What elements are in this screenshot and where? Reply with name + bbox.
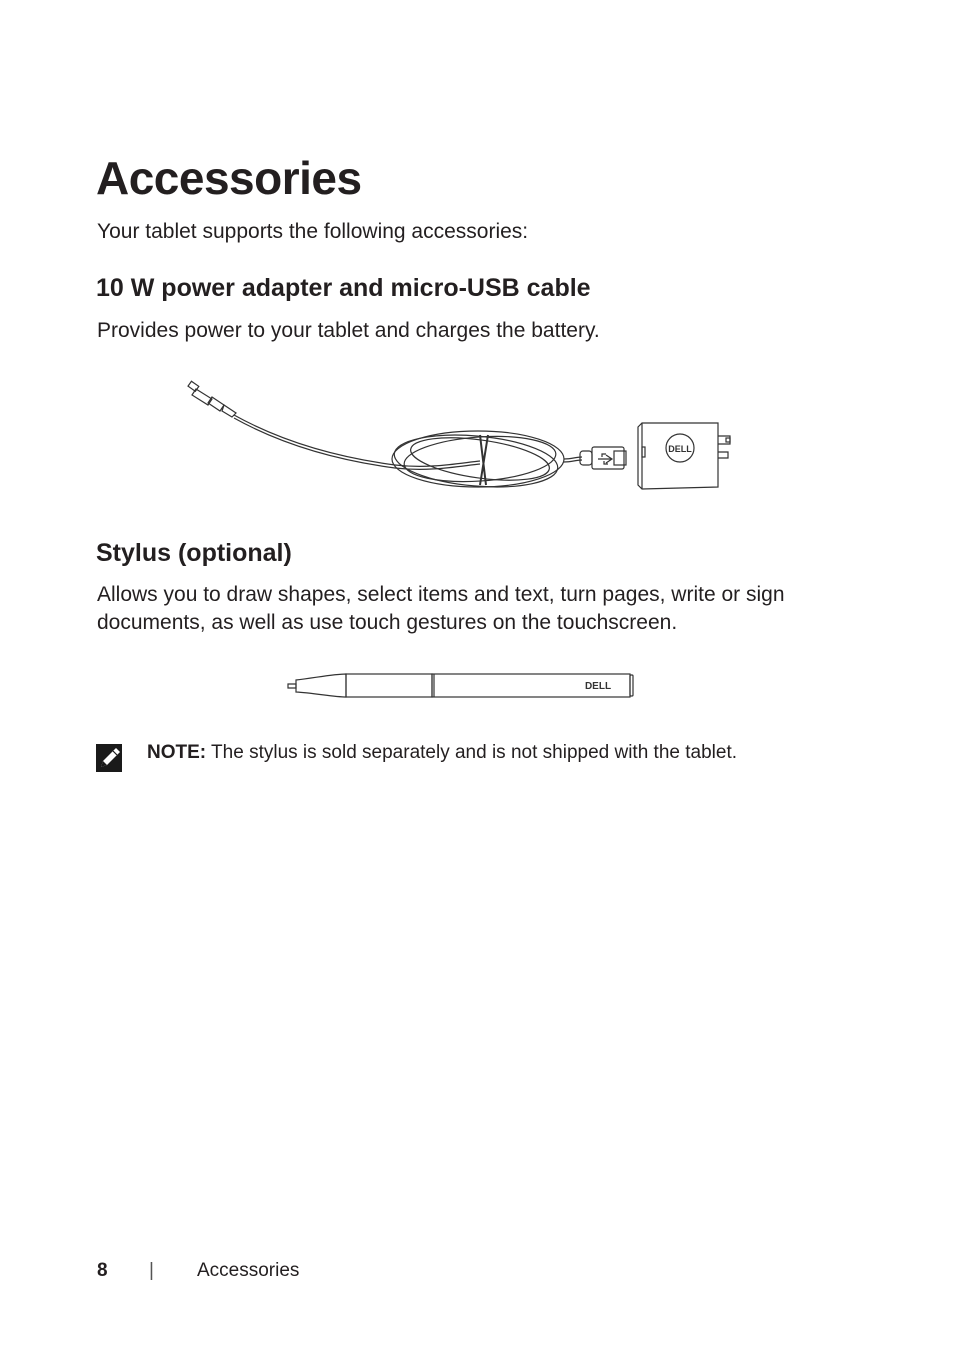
adapter-logo: DELL: [668, 444, 692, 454]
intro-text: Your tablet supports the following accessories:: [97, 220, 529, 243]
usb-a-plug: [580, 447, 626, 469]
wall-adapter: [638, 423, 730, 489]
section-title-stylus: Stylus (optional): [96, 539, 292, 567]
note-text: [147, 740, 737, 766]
footer-separator: |: [149, 1260, 154, 1281]
footer-page-number: 8: [97, 1260, 108, 1281]
page-title: Accessories: [96, 152, 362, 204]
section-title-power-adapter: 10 W power adapter and micro-USB cable: [96, 274, 591, 302]
section-body-power-adapter: Provides power to your tablet and charges the battery.: [97, 319, 600, 342]
note-label: NOTE:: [147, 742, 207, 763]
note-pencil-icon: [96, 742, 124, 772]
note-body: The stylus is sold separately and is not shipped with the tablet.: [206, 742, 738, 763]
power-adapter-cable-illustration: [180, 375, 740, 500]
stylus-logo: DELL: [584, 681, 612, 692]
section-body-stylus: Allows you to draw shapes, select items and text, turn pages, write or sign documents, as well as use touch gestures on the touchscreen.: [97, 583, 785, 634]
micro-usb-plug: [188, 381, 236, 417]
footer-section-title: Accessories: [197, 1260, 300, 1281]
stylus-illustration: [284, 668, 638, 702]
